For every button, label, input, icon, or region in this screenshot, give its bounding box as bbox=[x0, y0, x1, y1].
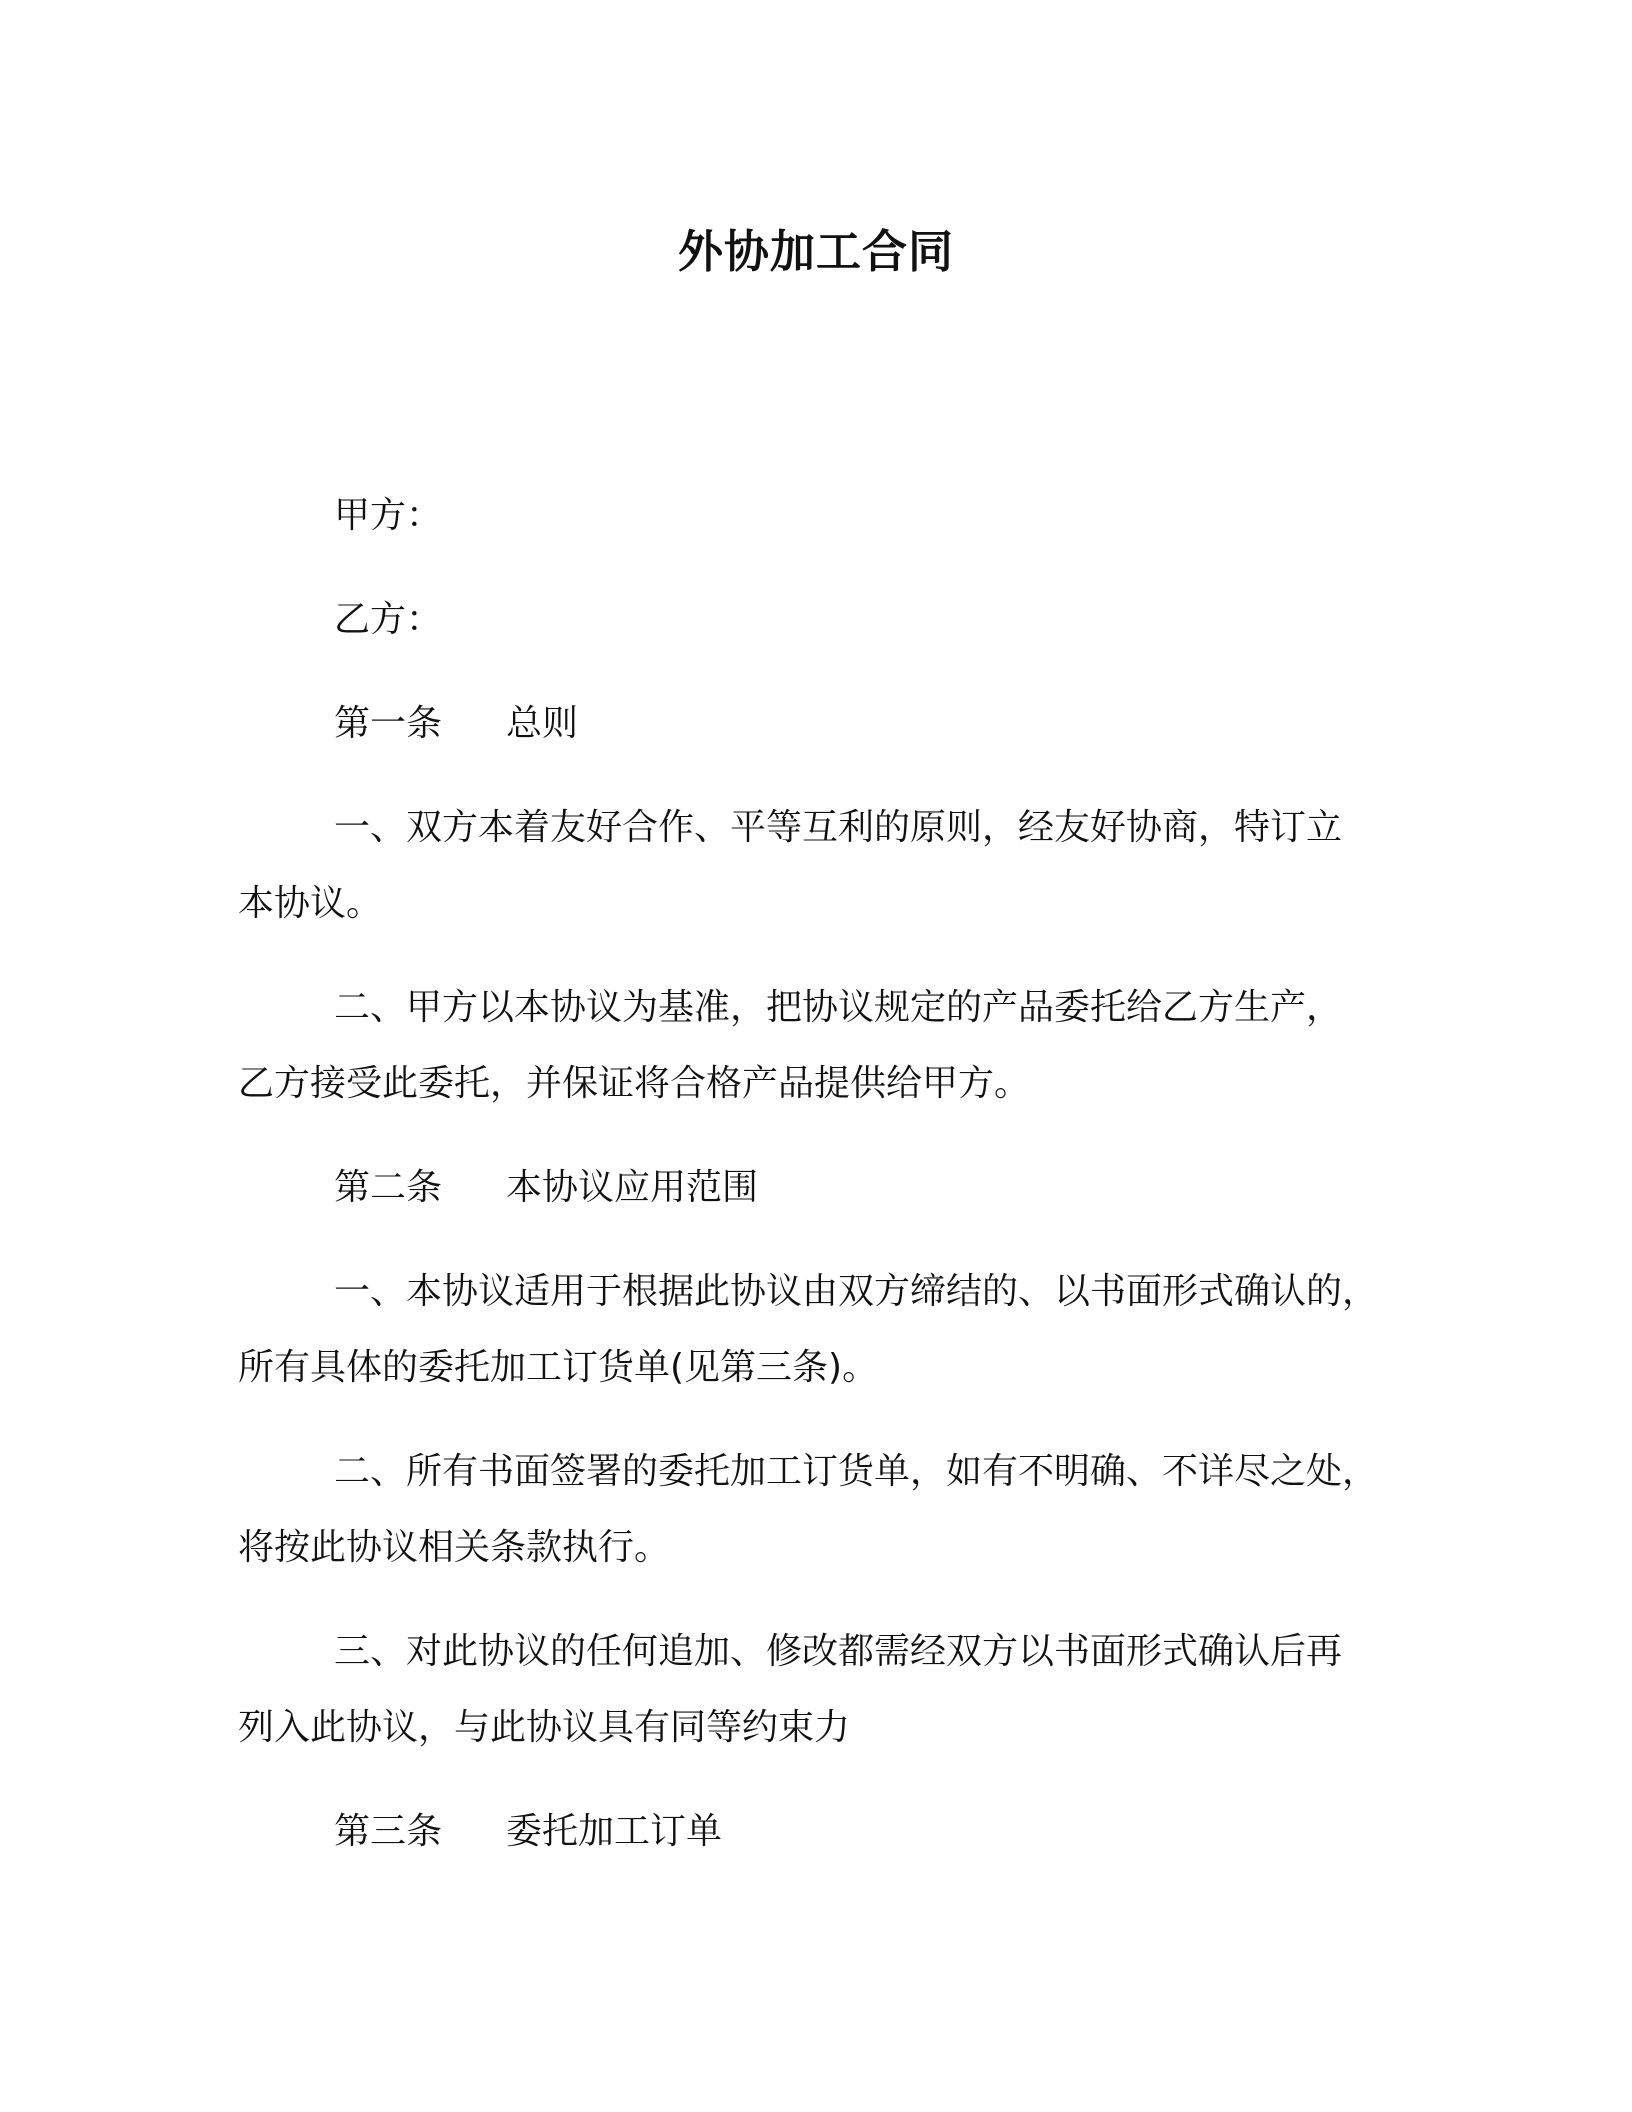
party-b-label: 乙方： bbox=[334, 599, 443, 640]
article-3-heading bbox=[334, 1808, 722, 1856]
article-2-para-1-line-1: 一、本协议适用于根据此协议由双方缔结的、以书面形式确认的， bbox=[334, 1271, 1379, 1312]
article-1-para-1-line-2: 本协议。 bbox=[238, 883, 383, 924]
article-1-title: 总则 bbox=[506, 703, 579, 744]
article-1-para-2-line-2: 乙方接受此委托，并保证将合格产品提供给甲方。 bbox=[238, 1063, 1031, 1104]
article-2-para-2-line-1: 二、所有书面签署的委托加工订货单，如有不明确、不详尽之处， bbox=[334, 1451, 1379, 1492]
document-title: 外协加工合同 bbox=[677, 225, 954, 278]
article-1-number: 第一条 bbox=[334, 703, 443, 744]
article-1-para-1-line-1: 一、双方本着友好合作、平等互利的原则，经友好协商，特订立 bbox=[334, 807, 1343, 848]
article-2-title: 本协议应用范围 bbox=[506, 1167, 759, 1208]
article-2-para-3-line-2: 列入此协议，与此协议具有同等约束力 bbox=[238, 1707, 851, 1748]
party-a-label: 甲方： bbox=[334, 495, 443, 536]
article-3-number: 第三条 bbox=[334, 1811, 443, 1852]
article-2-number: 第二条 bbox=[334, 1167, 443, 1208]
article-2-para-2-line-2: 将按此协议相关条款执行。 bbox=[238, 1527, 671, 1568]
article-1-para-2-line-1: 二、甲方以本协议为基准，把协议规定的产品委托给乙方生产， bbox=[334, 987, 1343, 1028]
article-1-heading bbox=[334, 700, 578, 748]
article-2-heading bbox=[334, 1164, 758, 1212]
article-2-para-3-line-1: 三、对此协议的任何追加、修改都需经双方以书面形式确认后再 bbox=[334, 1631, 1343, 1672]
article-2-para-1-line-2: 所有具体的委托加工订货单(见第三条)。 bbox=[238, 1347, 879, 1388]
article-3-title: 委托加工订单 bbox=[506, 1811, 723, 1852]
